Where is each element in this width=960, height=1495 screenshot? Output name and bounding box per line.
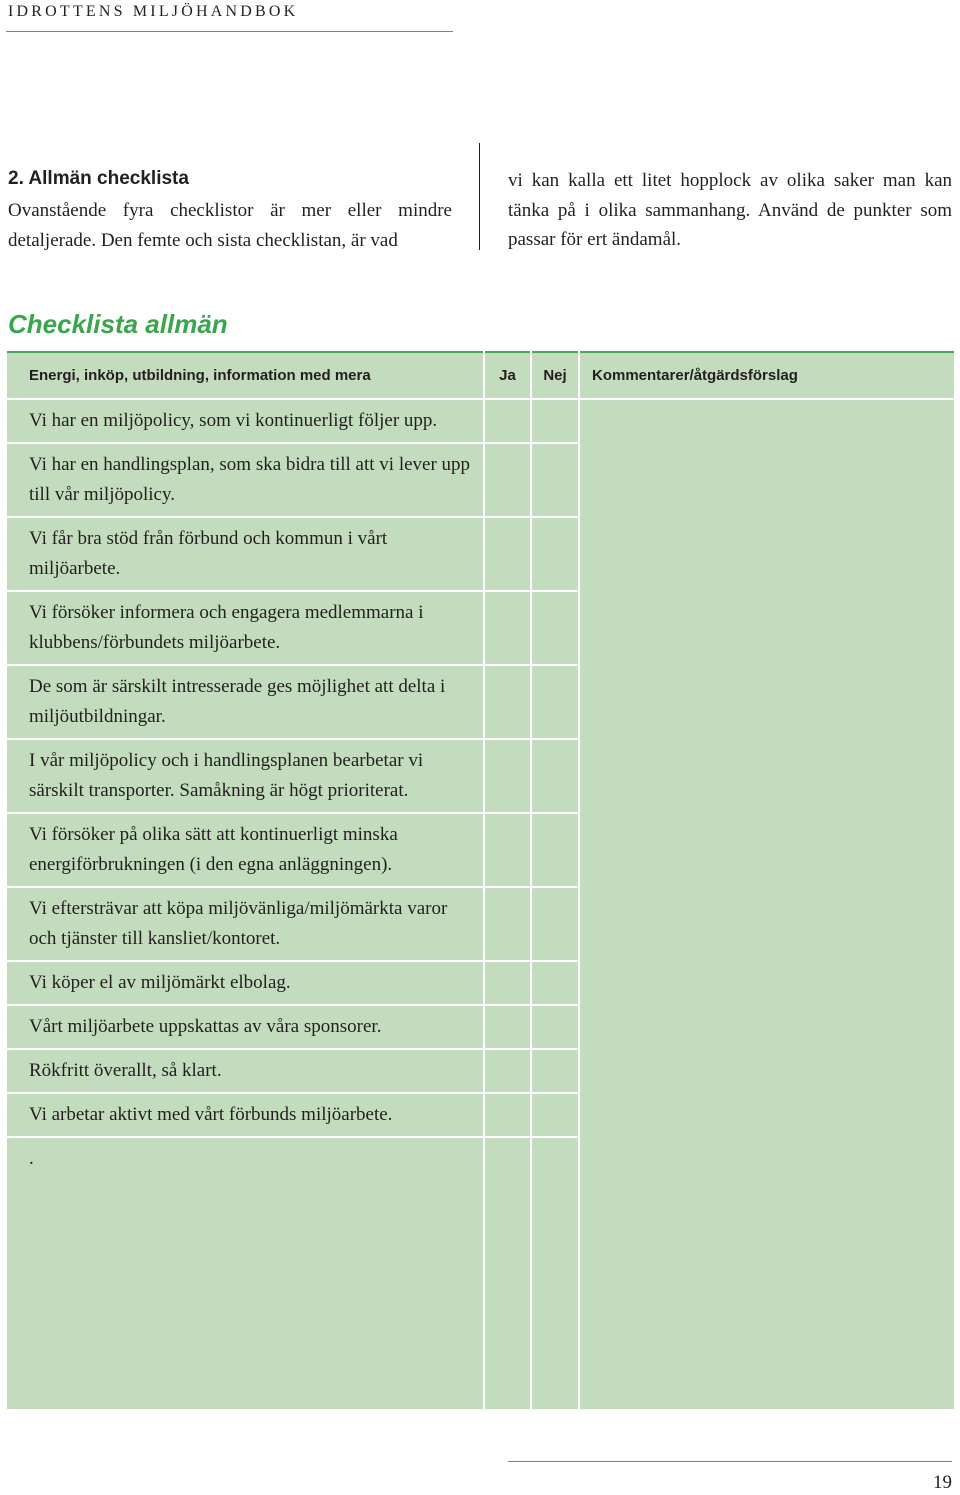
column-divider [479,143,480,250]
yes-checkbox-cell[interactable] [485,1138,530,1409]
checklist-row: . [7,1138,483,1409]
yes-checkbox-cell[interactable] [485,666,530,738]
yes-checkbox-cell[interactable] [485,400,530,442]
no-checkbox-cell[interactable] [532,740,578,812]
checklist-row: Vi har en handlingsplan, som ska bidra till att vi lever upp till vår miljöpolicy. [7,444,483,516]
section-heading: 2. Allmän checklista [8,168,189,189]
checklist-table [7,351,954,1409]
footer-rule [508,1461,952,1462]
intro-text-left: Ovanstående fyra checklistor är mer eller mindre detaljerade. Den femte och sista checklistan, är vad [8,200,452,251]
checklist-row: Vi får bra stöd från förbund och kommun i vårt miljöarbete. [7,518,483,590]
yes-checkbox-cell[interactable] [485,1050,530,1092]
no-column [532,400,578,1409]
no-checkbox-cell[interactable] [532,814,578,886]
no-checkbox-cell[interactable] [532,1094,578,1136]
comments-cell[interactable] [580,400,954,1409]
yes-checkbox-cell[interactable] [485,962,530,1004]
running-title: IDROTTENS MILJÖHANDBOK [8,3,299,20]
yes-checkbox-cell[interactable] [485,518,530,590]
checklist-row: Vi arbetar aktivt med vårt förbunds miljöarbete. [7,1094,483,1136]
yes-column [485,400,530,1409]
no-checkbox-cell[interactable] [532,444,578,516]
yes-checkbox-cell[interactable] [485,592,530,664]
no-checkbox-cell[interactable] [532,1050,578,1092]
checklist-row: Vi eftersträvar att köpa miljövänliga/miljömärkta varor och tjänster till kansliet/kontoret. [7,888,483,960]
no-checkbox-cell[interactable] [532,962,578,1004]
column-header-yes: Ja [485,351,530,398]
checklist-rows [7,400,483,1409]
checklist-row: De som är särskilt intresserade ges möjlighet att delta i miljöutbildningar. [7,666,483,738]
yes-checkbox-cell[interactable] [485,814,530,886]
checklist-row: I vår miljöpolicy och i handlingsplanen bearbetar vi särskilt transporter. Samåkning är högt prioriterat. [7,740,483,812]
checklist-row: Rökfritt överallt, så klart. [7,1050,483,1092]
yes-checkbox-cell[interactable] [485,1094,530,1136]
no-checkbox-cell[interactable] [532,400,578,442]
yes-checkbox-cell[interactable] [485,888,530,960]
yes-checkbox-cell[interactable] [485,740,530,812]
checklist-title: Checklista allmän [8,309,228,339]
yes-checkbox-cell[interactable] [485,444,530,516]
column-header-comments: Kommentarer/åtgärdsförslag [580,351,954,398]
checklist-row: Vi köper el av miljömärkt elbolag. [7,962,483,1004]
intro-text-right: vi kan kalla ett litet hopplock av olika saker man kan tänka på i olika sammanhang. Använd de punkter som passar för ert ändamål. [508,170,952,250]
page-number: 19 [933,1472,952,1493]
checklist-row: Vi försöker informera och engagera medlemmarna i klubbens/förbundets miljöarbete. [7,592,483,664]
header-rule [6,31,453,32]
checklist-row: Vårt miljöarbete uppskattas av våra sponsorer. [7,1006,483,1048]
column-header-no: Nej [532,351,578,398]
no-checkbox-cell[interactable] [532,592,578,664]
checklist-row: Vi försöker på olika sätt att kontinuerligt minska energiförbrukningen (i den egna anläggningen). [7,814,483,886]
checklist-row: Vi har en miljöpolicy, som vi kontinuerligt följer upp. [7,400,483,442]
no-checkbox-cell[interactable] [532,518,578,590]
yes-checkbox-cell[interactable] [485,1006,530,1048]
no-checkbox-cell[interactable] [532,888,578,960]
no-checkbox-cell[interactable] [532,666,578,738]
column-header-topic: Energi, inköp, utbildning, information med mera [7,351,483,398]
no-checkbox-cell[interactable] [532,1006,578,1048]
no-checkbox-cell[interactable] [532,1138,578,1409]
